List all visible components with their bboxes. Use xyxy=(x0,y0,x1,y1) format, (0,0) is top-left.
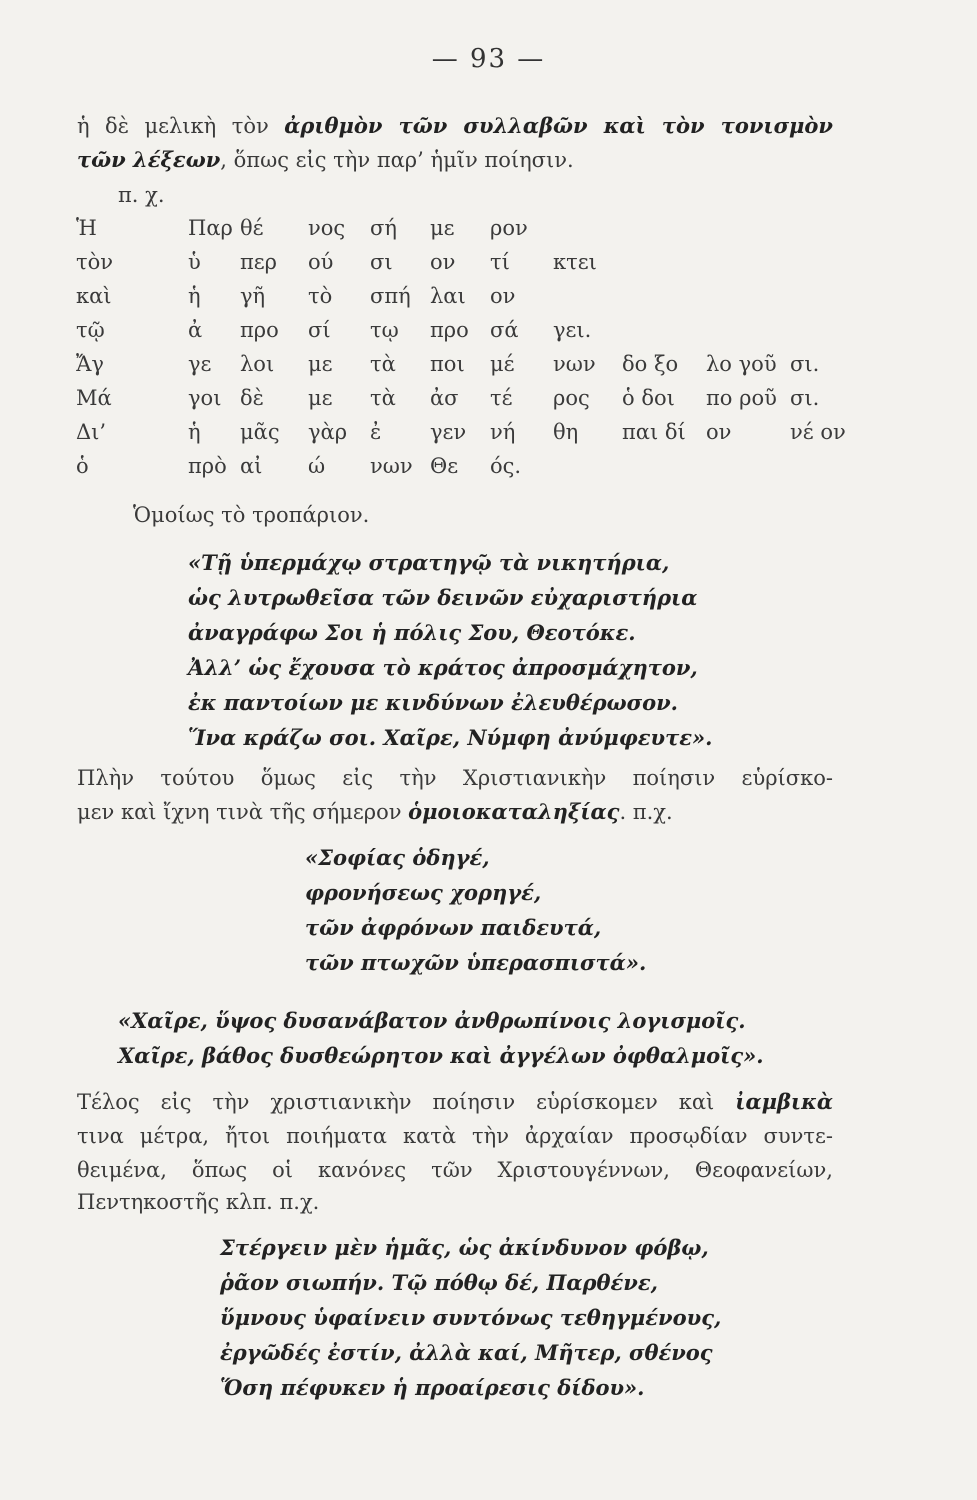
syllable-cell: μᾶς xyxy=(240,420,280,444)
omoios-line: Ὁμοίως τὸ τροπάριον. xyxy=(133,503,370,527)
syllable-cell: προ xyxy=(240,318,279,342)
syllable-cell: Μά xyxy=(76,386,112,410)
telos-line-4: Πεντηκοστῆς κλπ. π.χ. xyxy=(77,1190,320,1214)
syllable-cell: ἡ xyxy=(188,420,201,444)
iambic-line-2: ῥᾶον σιωπήν. Τῷ πόθῳ δέ, Παρθένε, xyxy=(220,1270,658,1295)
syllable-cell: γε xyxy=(188,352,212,376)
sophias-line-2: φρονήσεως χορηγέ, xyxy=(305,880,542,905)
syllable-cell: σι xyxy=(370,250,393,274)
syllable-cell: ον xyxy=(490,284,516,308)
telos-line-1 xyxy=(77,1089,833,1114)
syllable-cell: λαι xyxy=(430,284,466,308)
syllable-cell: τὰ xyxy=(370,386,396,410)
telos-line-3: θειμένα, ὅπως οἱ κανόνες τῶν Χριστουγέννων, Θεοφανείων, xyxy=(77,1158,833,1182)
syllable-cell: δὲ xyxy=(240,386,264,410)
syllable-cell: νων xyxy=(553,352,596,376)
intro-emphasis-2: τῶν λέξεων xyxy=(77,147,221,172)
syllable-cell: τί xyxy=(490,250,510,274)
syllable-cell: γοι xyxy=(188,386,222,410)
troparion-line-4: Ἀλλ’ ὡς ἔχουσα τὸ κράτος ἀπροσμάχητον, xyxy=(188,655,698,680)
chaire-line-2: Χαῖρε, βάθος δυσθεώρητον καὶ ἀγγέλων ὀφθαλμοῖς». xyxy=(118,1043,764,1068)
syllable-cell: λο γοῦ xyxy=(706,352,777,376)
syllable-cell: ον xyxy=(430,250,456,274)
syllable-cell: ρον xyxy=(490,216,528,240)
troparion-line-6: Ἵνα κράζω σοι. Χαῖρε, Νύμφη ἀνύμφευτε». xyxy=(188,725,713,750)
syllable-cell: γῆ xyxy=(240,284,266,308)
syllable-cell: ἡ xyxy=(188,284,201,308)
syllable-cell: ρος xyxy=(553,386,590,410)
example-marker: π. χ. xyxy=(118,183,165,207)
syllable-cell: σι. xyxy=(790,352,820,376)
syllable-cell: τέ xyxy=(490,386,513,410)
syllable-cell: κτει xyxy=(553,250,597,274)
sophias-line-4: τῶν πτωχῶν ὑπερασπιστά». xyxy=(305,950,647,975)
chaire-line-1: «Χαῖρε, ὕψος δυσανάβατον ἀνθρωπίνοις λογισμοῖς. xyxy=(118,1008,746,1033)
syllable-cell: Ἡ xyxy=(76,216,97,240)
syllable-cell: Ἄγ xyxy=(76,352,104,376)
plin-line-1: Πλὴν τούτου ὅμως εἰς τὴν Χριστιανικὴν ποίησιν εὑρίσκο- xyxy=(77,766,833,790)
syllable-cell: ὁ δοι xyxy=(622,386,675,410)
sophias-line-1: «Σοφίας ὁδηγέ, xyxy=(305,845,490,870)
syllable-cell: αἰ xyxy=(240,454,263,478)
syllable-cell: σπή xyxy=(370,284,411,308)
intro-text-2: , ὅπως εἰς τὴν παρ’ ἡμῖν ποίησιν. xyxy=(220,148,574,172)
syllable-cell: σι. xyxy=(790,386,820,410)
syllable-cell: ἀ xyxy=(188,318,203,342)
syllable-cell: τὸν xyxy=(76,250,114,274)
troparion-line-1: «Τῇ ὑπερμάχῳ στρατηγῷ τὰ νικητήρια, xyxy=(188,550,670,575)
syllable-cell: πρὸ xyxy=(188,454,227,478)
syllable-cell: ού xyxy=(308,250,334,274)
syllable-cell: γὰρ xyxy=(308,420,348,444)
syllable-cell: με xyxy=(308,386,333,410)
syllable-cell: λοι xyxy=(240,352,275,376)
syllable-cell: προ xyxy=(430,318,469,342)
syllable-cell: σά xyxy=(490,318,519,342)
telos-line-2: τινα μέτρα, ἤτοι ποιήματα κατὰ τὴν ἀρχαίαν προσῳδίαν συντε- xyxy=(77,1124,833,1148)
syllable-cell: γεν xyxy=(430,420,467,444)
syllable-cell: καὶ xyxy=(76,284,112,308)
syllable-cell: τῷ xyxy=(76,318,105,342)
syllable-cell: ἀσ xyxy=(430,386,459,410)
intro-emphasis: ἀριθμὸν τῶν συλλαβῶν καὶ τὸν τονισμὸν xyxy=(284,113,834,138)
syllable-cell: ώ xyxy=(308,454,326,478)
syllable-cell: ποι xyxy=(430,352,465,376)
syllable-cell: νή xyxy=(490,420,516,444)
intro-line-1 xyxy=(77,113,833,138)
syllable-cell: τῳ xyxy=(370,318,399,342)
syllable-cell: περ xyxy=(240,250,278,274)
syllable-cell: ἐ xyxy=(370,420,382,444)
sophias-line-3: τῶν ἀφρόνων παιδευτά, xyxy=(305,915,602,940)
troparion-line-2: ὡς λυτρωθεῖσα τῶν δεινῶν εὐχαριστήρια xyxy=(188,585,698,610)
syllable-cell: γει. xyxy=(553,318,592,342)
syllable-cell: σή xyxy=(370,216,397,240)
plin-text: μεν καὶ ἴχνη τινὰ τῆς σήμερον xyxy=(77,800,409,824)
syllable-cell: ὁ xyxy=(76,454,89,478)
telos-text: Τέλος εἰς τὴν χριστιανικὴν ποίησιν εὑρίσκομεν καὶ xyxy=(77,1090,736,1114)
telos-emphasis: ἰαμβικὰ xyxy=(735,1089,833,1114)
syllable-cell: τὰ xyxy=(370,352,396,376)
syllable-cell: μέ xyxy=(490,352,515,376)
syllable-cell: ός. xyxy=(490,454,522,478)
syllable-cell: Θε xyxy=(430,454,459,478)
intro-line-2 xyxy=(77,149,574,171)
syllable-cell: δο ξο xyxy=(622,352,679,376)
syllable-cell: με xyxy=(308,352,333,376)
syllable-cell: τὸ xyxy=(308,284,333,308)
syllable-cell: νος xyxy=(308,216,346,240)
syllable-cell: ον xyxy=(706,420,732,444)
plin-line-2 xyxy=(77,801,673,823)
intro-text: ἡ δὲ μελικὴ τὸν xyxy=(77,114,285,138)
page-number: — 93 — xyxy=(431,44,546,74)
syllable-cell: παι δί xyxy=(622,420,686,444)
syllable-cell: σί xyxy=(308,318,331,342)
plin-tail: . π.χ. xyxy=(619,800,673,824)
syllable-cell: Παρ xyxy=(188,216,233,240)
syllable-cell: νων xyxy=(370,454,413,478)
syllable-cell: θη xyxy=(553,420,579,444)
iambic-line-1: Στέργειν μὲν ἡμᾶς, ὡς ἀκίνδυνον φόβῳ, xyxy=(220,1235,709,1260)
syllable-cell: Δι’ xyxy=(76,420,107,444)
iambic-line-4: ἐργῶδές ἐστίν, ἀλλὰ καί, Μῆτερ, σθένος xyxy=(220,1340,713,1365)
plin-emphasis: ὁμοιοκαταληξίας xyxy=(408,799,620,824)
troparion-line-3: ἀναγράφω Σοι ἡ πόλις Σου, Θεοτόκε. xyxy=(188,620,636,645)
iambic-line-5: Ὅση πέφυκεν ἡ προαίρεσις δίδου». xyxy=(220,1375,645,1400)
syllable-cell: νέ ον xyxy=(790,420,846,444)
iambic-line-3: ὕμνους ὑφαίνειν συντόνως τεθηγμένους, xyxy=(220,1305,722,1330)
syllable-cell: θέ xyxy=(240,216,264,240)
syllable-cell: ὑ xyxy=(188,250,201,274)
syllable-cell: πο ροῦ xyxy=(706,386,777,410)
troparion-line-5: ἐκ παντοίων με κινδύνων ἐλευθέρωσον. xyxy=(188,690,678,715)
syllable-cell: με xyxy=(430,216,455,240)
